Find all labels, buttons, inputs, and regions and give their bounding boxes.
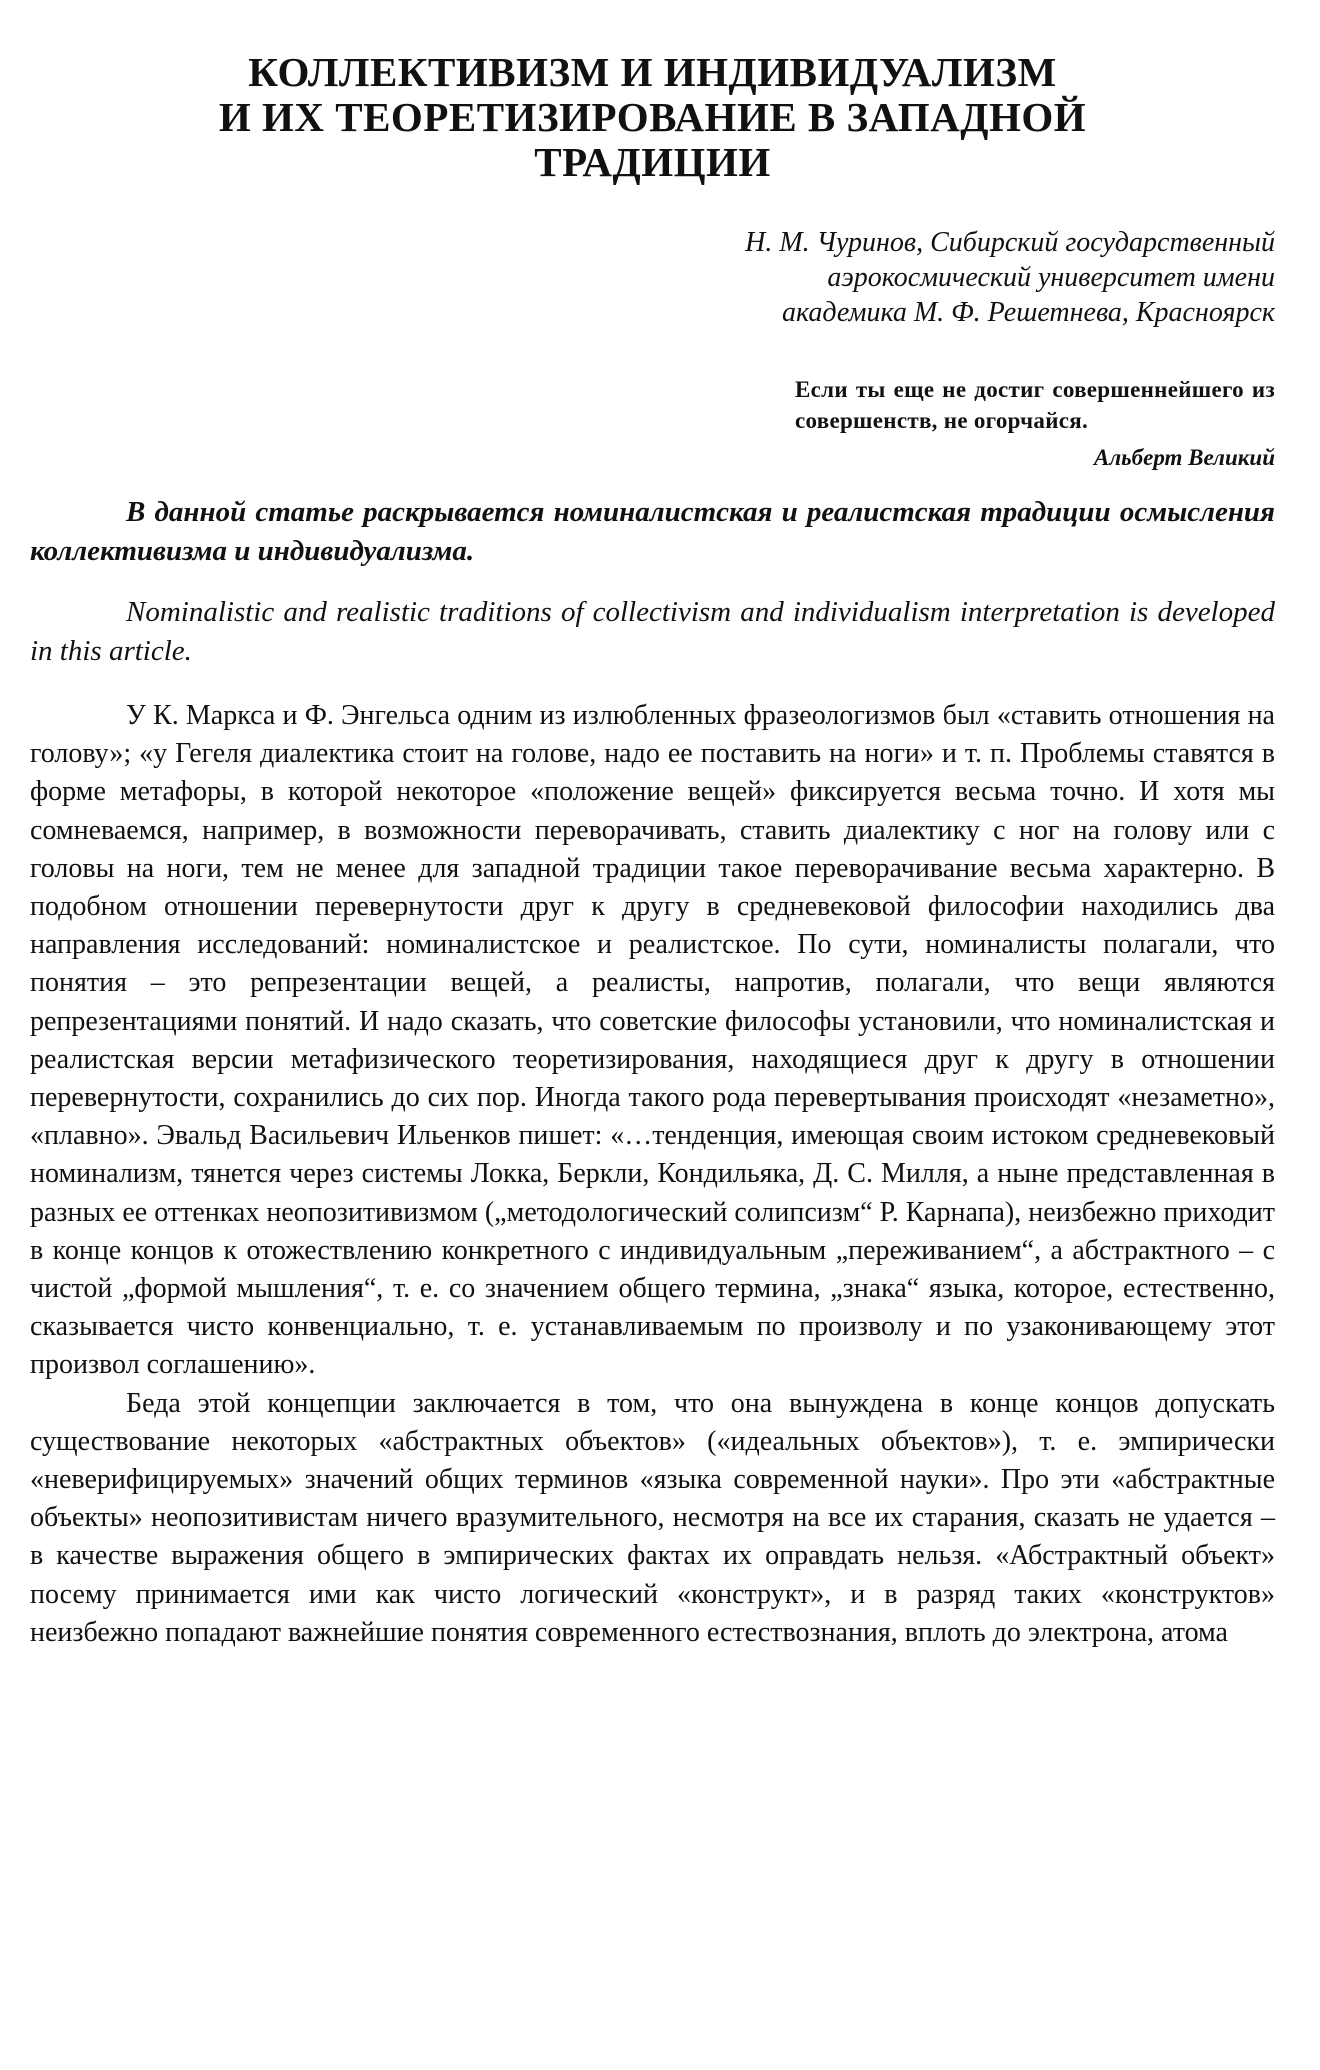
body-paragraph: У К. Маркса и Ф. Энгельса одним из излюбленных фразеологизмов был «ставить отношения на голову»; «у Гегеля диалектика стоит на голове, надо ее поставить на ноги» и т. п. Проблемы ставятся в форме метафоры, в которой некоторое «положение вещей» фиксируется весьма точно. И хотя мы сомневаемся, например, в возможности переворачивать, ставить диалектику с ног на голову или с головы на ноги, тем не менее для западной традиции такое переворачивание весьма характерно. В подобном отношении перевернутости друг к другу в средневековой философии находились два направления исследований: номиналистское и реалистское. По сути, номиналисты полагали, что понятия – это репрезентации вещей, а реалисты, напротив, полагали, что вещи являются репрезентациями понятий. И надо сказать, что советские философы установили, что номиналистская и реалистская версии метафизического теоретизирования, находящиеся друг к другу в отношении перевернутости, сохранились до сих пор. Иногда такого рода перевертывания происходят «незаметно», «плавно». Эвальд Васильевич Ильенков пишет: «…тенденция, имеющая своим истоком средневековый номинализм, тянется через системы Локка, Беркли, Кондильяка, Д. С. Милля, а ныне представленная в разных ее оттенках неопозитивизмом („методологический солипсизм“ Р. Карнапа), неизбежно приходит в конце концов к отожествлению конкретного с индивидуальным „переживанием“, а абстрактного – с чистой „формой мышления“, т. е. со значением общего термина, „знака“ языка, которое, естественно, сказывается чисто конвенциально, т. е. устанавливаемым по произволу и по узаконивающему этот произвол соглашению». [30, 700, 1275, 1381]
title-line: ТРАДИЦИИ [534, 139, 771, 185]
author-line: Н. М. Чуринов, Сибирский государственный [745, 227, 1275, 258]
epigraph-author: Альберт Великий [1094, 445, 1275, 470]
article-title [30, 50, 1275, 185]
author-affiliation [30, 225, 1275, 330]
epigraph-text: Если ты еще не достиг совершеннейшего из совершенств, не огорчайся. [795, 377, 1275, 433]
author-line: академика М. Ф. Решетнева, Красноярск [781, 297, 1275, 328]
body-paragraph: Беда этой концепции заключается в том, что она вынуждена в конце концов допускать существование некоторых «абстрактных объектов» («идеальных объектов»), т. е. эмпирически «неверифицируемых» значений общих терминов «языка современной науки». Про эти «абстрактные объекты» неопозитивистам ничего вразумительного, несмотря на все их старания, сказать не удается – в качестве выражения общего в эмпирических фактах их оправдать нельзя. «Абстрактный объект» посему принимается ими как чисто логический «конструкт», и в разряд таких «конструктов» неизбежно попадают важнейшие понятия современного естествознания, вплоть до электрона, атома [30, 1387, 1275, 1648]
title-line: КОЛЛЕКТИВИЗМ И ИНДИВИДУАЛИЗМ [248, 49, 1057, 95]
abstract-english: Nominalistic and realistic traditions of collectivism and individualism interpretation is developed in this article. [30, 596, 1275, 667]
abstract-russian: В данной статье раскрывается номиналистская и реалистская традиции осмысления коллективизма и индивидуализма. [30, 496, 1275, 567]
author-line: аэрокосмический университет имени [827, 262, 1275, 293]
title-line: И ИХ ТЕОРЕТИЗИРОВАНИЕ В ЗАПАДНОЙ [218, 94, 1087, 140]
article-page [30, 50, 1275, 1652]
